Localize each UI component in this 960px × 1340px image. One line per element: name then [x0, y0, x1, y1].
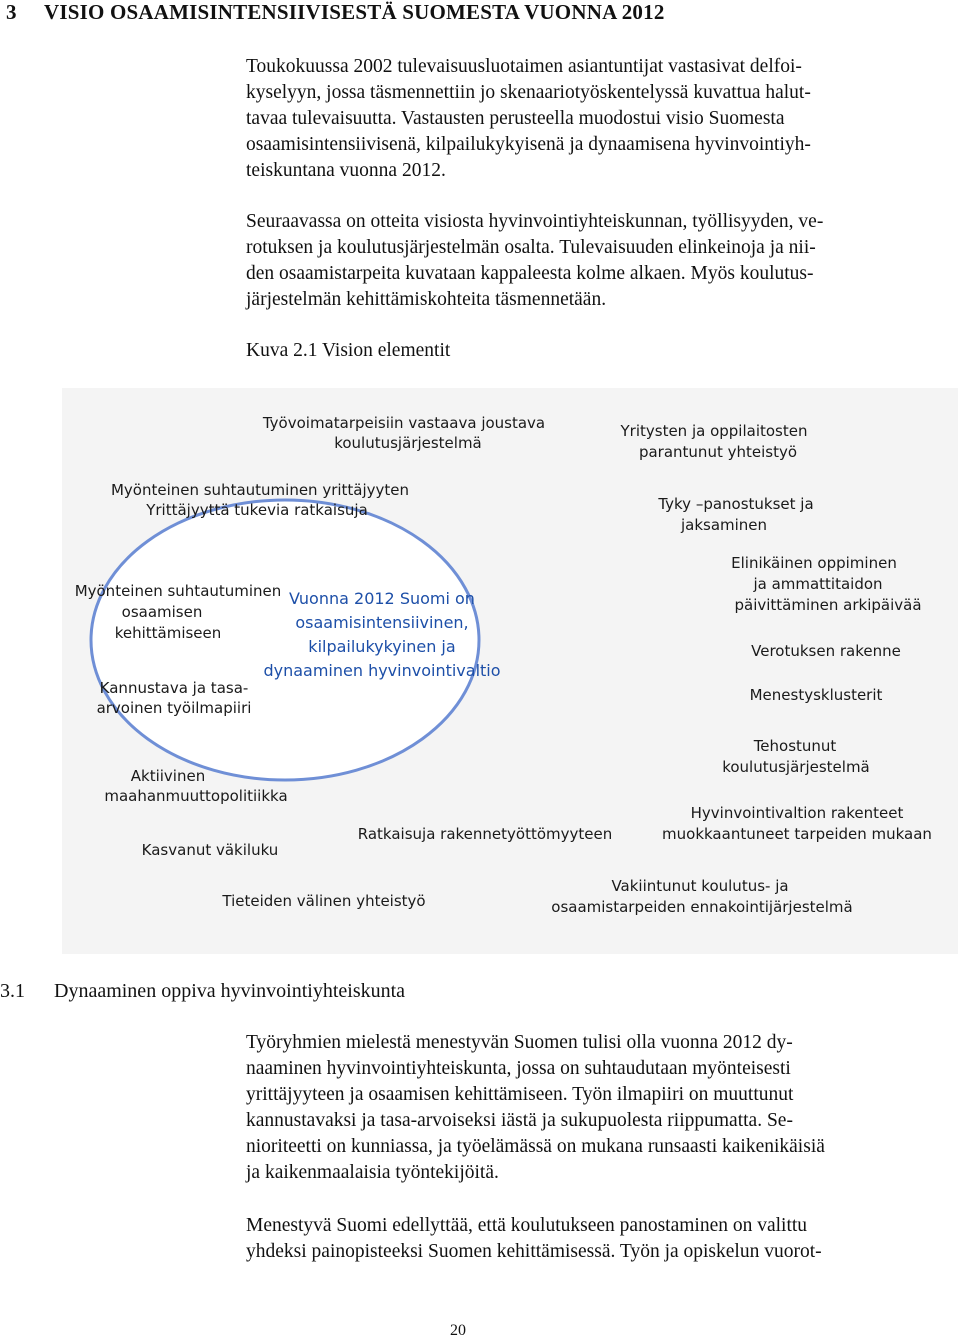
element-label: Tieteiden välinen yhteistyö [222, 892, 426, 910]
element-label: päivittäminen arkipäivää [734, 596, 922, 614]
vision-element [551, 877, 852, 916]
text-line: Seuraavassa on otteita visiosta hyvinvointiyhteiskunnan, työllisyyden, ve- [246, 211, 824, 232]
element-label: parantunut yhteistyö [638, 443, 798, 461]
element-label: muokkaantuneet tarpeiden mukaan [662, 825, 932, 843]
section-number: 3 [6, 0, 17, 24]
element-label: Myönteinen suhtautuminen [74, 582, 282, 600]
text-line: naaminen hyvinvointiyhteiskunta, jossa on suhtaudutaan myönteisesti [246, 1058, 791, 1079]
vision-element [722, 737, 870, 776]
text-line: järjestelmän kehittämiskohteita täsmennetään. [246, 289, 607, 310]
element-label: Tyky –panostukset ja [658, 495, 814, 513]
element-label: kehittämiseen [114, 624, 222, 642]
vision-element [657, 495, 813, 534]
subsection-heading [0, 980, 405, 1003]
element-label: Menestysklusterit [749, 686, 883, 704]
body-paragraph-2 [246, 1213, 936, 1265]
text-line: Työryhmien mielestä menestyvän Suomen tulisi olla vuonna 2012 dy- [246, 1032, 793, 1053]
text-line: kyselyyn, jossa täsmennettiin jo skenaariotyöskentelyssä kuvattua halut- [246, 82, 811, 103]
element-label: Kasvanut väkiluku [141, 841, 279, 859]
text-line: Toukokuussa 2002 tulevaisuusluotaimen asiantuntijat vastasivat delfoi- [246, 56, 802, 77]
element-label: Verotuksen rakenne [751, 642, 901, 660]
vision-element [620, 422, 808, 461]
vision-element [662, 804, 932, 843]
element-label: maahanmuuttopolitiikka [104, 787, 288, 805]
center-line: dynaaminen hyvinvointivaltio [263, 661, 501, 680]
element-label: Ratkaisuja rakennetyöttömyyteen [357, 825, 613, 843]
element-label: Yrittäjyyttä tukevia ratkaisuja [146, 501, 368, 519]
subsection-number: 3.1 [0, 980, 25, 1002]
text-line: yrittäjyyteen ja osaamisen kehittämiseen. Työn ilmapiiri on muuttunut [246, 1084, 794, 1105]
vision-element [221, 892, 425, 910]
text-line: kannustavaksi ja tasa-arvoiseksi iästä ja sukupuolesta riippumatta. Se- [246, 1110, 793, 1131]
intro-paragraph-1 [246, 54, 936, 184]
element-label: Vakiintunut koulutus- ja [611, 877, 789, 895]
text-line: osaamisintensiivisenä, kilpailukykyisenä ja dynaamisena hyvinvointiyh- [246, 134, 811, 155]
vision-element [731, 554, 921, 614]
center-line: Vuonna 2012 Suomi on [289, 589, 475, 608]
element-label: Tehostunut [753, 737, 837, 755]
intro-paragraph-2 [246, 209, 936, 313]
element-label: arvoinen työilmapiiri [96, 699, 252, 717]
text-line: nioriteetti on kunniassa, ja työelämässä on mukana runsaasti kaikenikäisiä [246, 1136, 825, 1157]
element-label: Hyvinvointivaltion rakenteet [690, 804, 904, 822]
element-label: Elinikäinen oppiminen [731, 554, 897, 572]
body-paragraph-1 [246, 1030, 936, 1186]
element-label: osaamisen [121, 603, 203, 621]
element-label: ja ammattitaidon [753, 575, 883, 593]
text-line: ja kaikenmaalaisia työntekijöitä. [246, 1162, 499, 1183]
section-title: VISIO OSAAMISINTENSIIVISESTÄ SUOMESTA VUONNA 2012 [44, 0, 665, 24]
vision-element [262, 414, 545, 452]
element-label: Työvoimatarpeisiin vastaava joustava [262, 414, 546, 432]
vision-element [750, 686, 883, 704]
element-label: Kannustava ja tasa- [99, 679, 249, 697]
element-label: jaksaminen [680, 516, 768, 534]
vision-element [751, 642, 901, 660]
subsection-title: Dynaaminen oppiva hyvinvointiyhteiskunta [54, 980, 406, 1002]
element-label: koulutusjärjestelmä [334, 434, 482, 452]
element-label: osaamistarpeiden ennakointijärjestelmä [551, 898, 853, 916]
text-line: tavaa tulevaisuutta. Vastausten perusteella muodostui visio Suomesta [246, 108, 785, 129]
element-label: koulutusjärjestelmä [722, 758, 870, 776]
element-label: Myönteinen suhtautuminen yrittäjyyten [110, 481, 410, 499]
vision-diagram [62, 388, 958, 954]
element-label: Aktiivinen [130, 767, 206, 785]
page-number: 20 [450, 1322, 466, 1339]
vision-figure [62, 388, 958, 954]
vision-element [142, 841, 279, 859]
figure-caption: Kuva 2.1 Vision elementit [246, 340, 451, 361]
text-line: teiskuntana vuonna 2012. [246, 160, 446, 181]
center-line: osaamisintensiivinen, [295, 613, 469, 632]
text-line: Menestyvä Suomi edellyttää, että koulutukseen panostaminen on valittu [246, 1215, 808, 1236]
text-line: den osaamistarpeita kuvataan kappaleesta kolme alkaen. Myös koulutus- [246, 263, 814, 284]
center-line: kilpailukykyinen ja [308, 637, 456, 656]
text-line: yhdeksi painopisteeksi Suomen kehittämisessä. Työn ja opiskelun vuorot- [246, 1241, 822, 1262]
text-line: rotuksen ja koulutusjärjestelmän osalta. Tulevaisuuden elinkeinoja ja nii- [246, 237, 816, 258]
section-heading [0, 0, 665, 25]
element-label: Yritysten ja oppilaitosten [620, 422, 808, 440]
vision-element [358, 825, 612, 843]
